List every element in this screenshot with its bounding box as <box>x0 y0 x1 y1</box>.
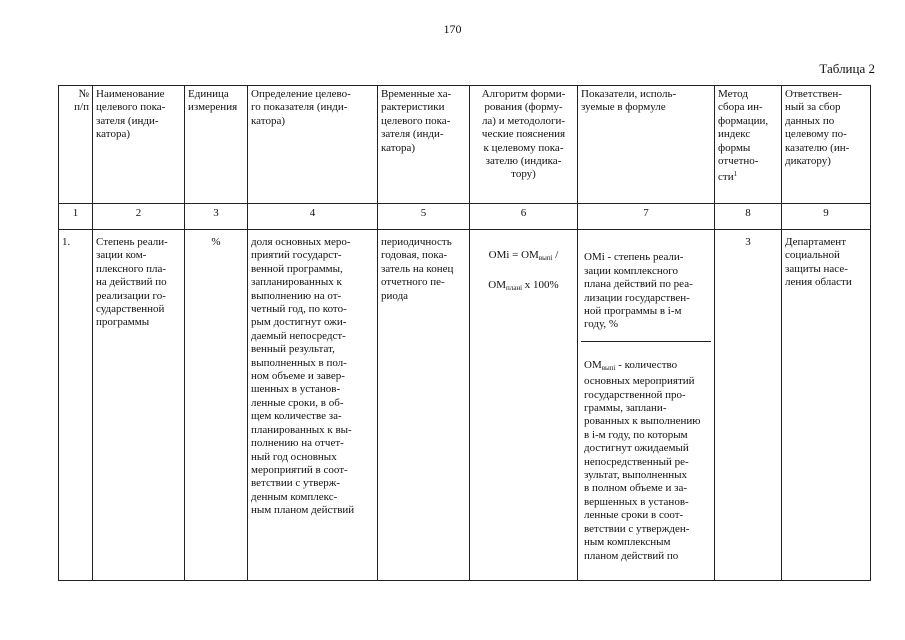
indicator-formula <box>470 230 578 581</box>
col-number: 8 <box>715 204 782 230</box>
variable-om-prefix: ОМ <box>584 358 602 371</box>
col-number: 5 <box>378 204 470 230</box>
header-responsible: Ответствен- ный за сбор данных по целевому по- казателю (ин- дикатору) <box>782 86 871 204</box>
col-number: 2 <box>93 204 185 230</box>
formula-sub-vyp: выпi <box>538 254 553 263</box>
col-number: 9 <box>782 204 871 230</box>
responsible-department: Департамент социальной защиты насе- ления области <box>782 230 871 581</box>
indicator-name: Степень реали- зации ком- плексного пла- на действий по реализации го- сударственной программы <box>93 230 185 581</box>
formula-om: ОМ <box>488 279 506 292</box>
table-row <box>59 230 871 581</box>
indicator-variables <box>578 230 715 581</box>
header-row <box>59 86 871 204</box>
header-method <box>715 86 782 204</box>
col-number: 6 <box>470 204 578 230</box>
col-number: 4 <box>248 204 378 230</box>
header-name: Наименование целевого пока- зателя (инди- катора) <box>93 86 185 204</box>
header-indicators: Показатели, исполь- зуемые в формуле <box>578 86 715 204</box>
indicator-definition: доля основных меро- приятий государст- венной программы, запланированных к выполнению на от- четный год, по кото- рым достигнут ожи- даемый непосредст- венный результат, выполненных в пол- ном объеме и завер- шенных в установ- ленные сроки, в об- щем количестве за- планированных к вы- полнению на отчет- ный год основных мероприятий в соот- ветствии с утверж- денным комплекс- ным планом действий <box>248 230 378 581</box>
row-number: 1. <box>59 230 93 581</box>
formula-div: / <box>552 249 559 262</box>
header-definition: Определение целево- го показателя (инди- катора) <box>248 86 378 204</box>
variable-omi: ОМi - степень реали- зации комплексного плана действий по реа- лизации государствен- ной программы в i-м году, % <box>581 245 711 342</box>
variable-om-vyp <box>581 356 711 565</box>
column-number-row <box>59 204 871 230</box>
formula-tail: х 100% <box>522 279 559 292</box>
col-number: 3 <box>185 204 248 230</box>
header-timing: Временные ха- рактеристики целевого пока- зателя (инди- катора) <box>378 86 470 204</box>
variable-om-text: - количество основных мероприятий государственной про- граммы, заплани- рованных к выполнению в i-м году, по которым достигнут ожидаемый непосредственный ре- зультат, выполненных в полном объеме и за- вершенных в установ- ленные сроки в соот- ветствии с утвержден- ным комплексным планом действий по <box>584 358 701 562</box>
table-caption: Таблица 2 <box>819 61 875 76</box>
page-number: 170 <box>443 22 462 36</box>
header-formula: Алгоритм форми- рования (форму- ла) и методологи- ческие пояснения к целевому пока- зателю (индика- тору) <box>470 86 578 204</box>
footnote-mark: 1 <box>733 170 738 179</box>
col-number: 7 <box>578 204 715 230</box>
indicator-unit: % <box>185 230 248 581</box>
formula-sub-plan: планi <box>506 284 523 293</box>
indicator-timing: периодичность годовая, пока- затель на конец отчетного пе- риода <box>378 230 470 581</box>
indicator-table <box>58 85 871 581</box>
header-num: № п/п <box>59 86 93 204</box>
header-unit: Единица измерения <box>185 86 248 204</box>
header-method-text: Метод сбора ин- формации, индекс формы отчетно- сти <box>718 88 769 184</box>
col-number: 1 <box>59 204 93 230</box>
formula-lhs: ОМi = ОМ <box>488 249 539 262</box>
collection-method: 3 <box>715 230 782 581</box>
variable-om-sub: выпi <box>601 363 616 372</box>
